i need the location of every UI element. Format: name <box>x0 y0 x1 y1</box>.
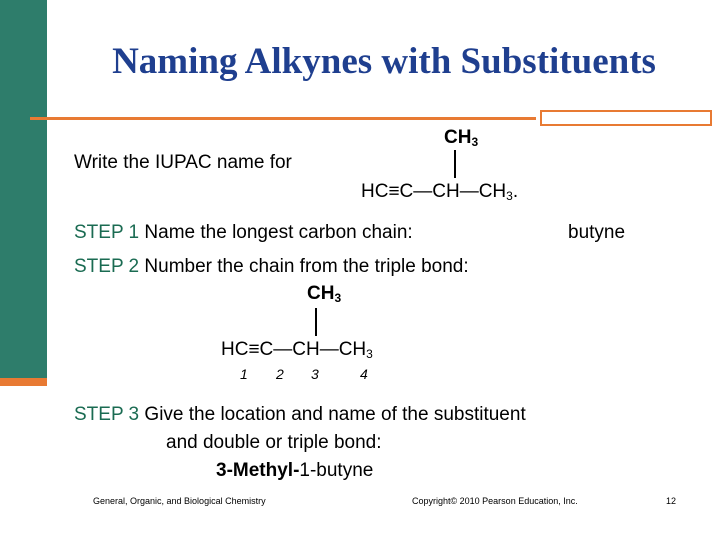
structure-1-ch3-top: $CH_3$ <box>444 127 479 149</box>
step-1-text: Name the longest carbon chain: <box>144 222 413 243</box>
carbon-number-3: 3 <box>311 366 319 382</box>
structure-2-vertical-bond <box>315 308 317 336</box>
step-3-line-1: Give the location and name of the substituent <box>144 404 526 425</box>
carbon-number-4: 4 <box>360 366 368 382</box>
step-1 <box>74 222 413 244</box>
structure-2-ch3-top: $CH_3$ <box>307 283 342 305</box>
step-3-line-2: and double or triple bond: <box>166 432 382 453</box>
step-2-label: STEP 2 <box>74 256 140 277</box>
final-answer-name: 1-butyne <box>299 460 374 481</box>
step-2-text: Number the chain from the triple bond: <box>144 256 469 277</box>
step-1-answer: butyne <box>568 222 626 243</box>
left-bar-orange-stripe <box>0 378 47 386</box>
carbon-number-1: 1 <box>240 366 248 382</box>
title-rule-box <box>540 110 712 126</box>
structure-2-chain: $HC\equiv C—CH—CH_3$ <box>221 339 373 361</box>
step-1-label: STEP 1 <box>74 222 140 243</box>
footer-copyright: Copyright© 2010 Pearson Education, Inc. <box>412 496 578 506</box>
step-3 <box>74 404 526 426</box>
step-2 <box>74 256 469 278</box>
final-answer <box>216 460 373 482</box>
prompt-text: Write the IUPAC name for <box>74 152 292 173</box>
step-3-label: STEP 3 <box>74 404 140 425</box>
page-number: 12 <box>666 496 677 506</box>
final-answer-prefix: 3-Methyl- <box>216 460 300 481</box>
structure-1-vertical-bond <box>454 150 456 178</box>
footer-course: General, Organic, and Biological Chemistry <box>93 496 266 506</box>
title-underline <box>30 117 536 120</box>
slide-title: Naming Alkynes with Substituents <box>112 41 656 82</box>
carbon-number-2: 2 <box>276 366 284 382</box>
structure-1-chain: $HC\equiv C—CH—CH_3$. <box>361 181 519 203</box>
left-accent-bar <box>0 0 47 386</box>
